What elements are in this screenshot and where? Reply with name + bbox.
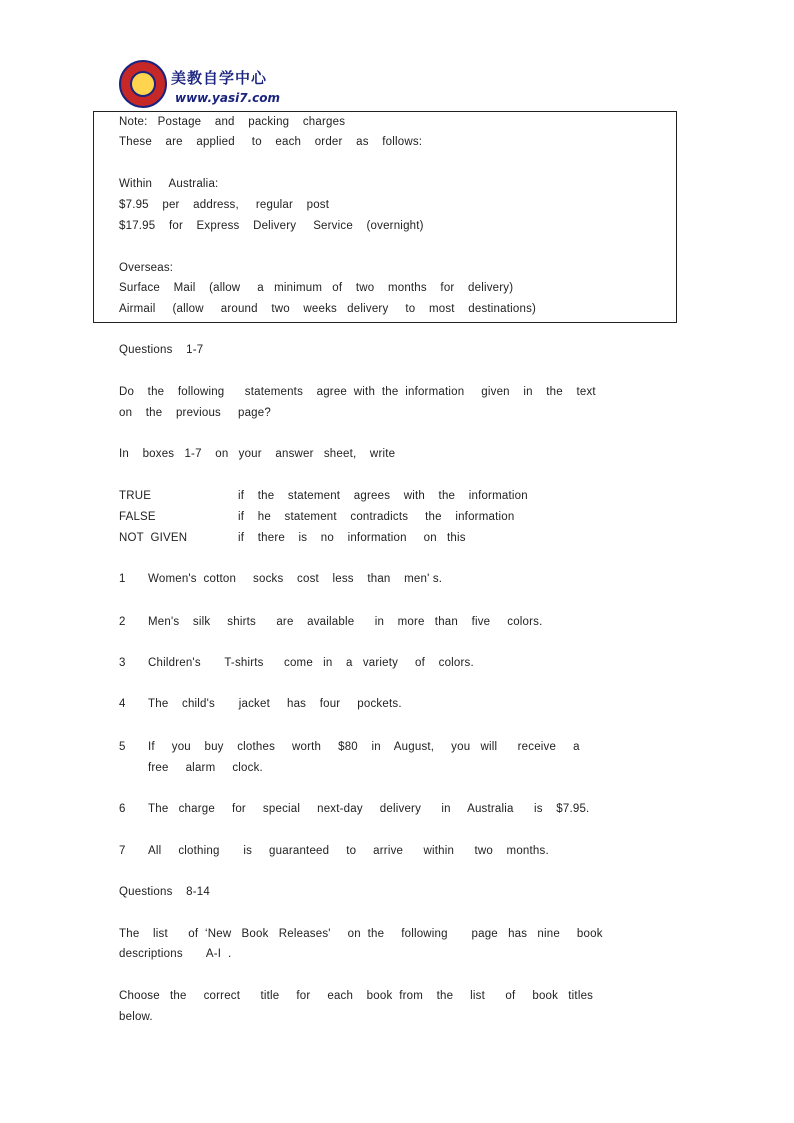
question-text: All clothing is guaranteed to arrive within two months.: [148, 845, 549, 857]
key-desc: if the statement agrees with the information: [238, 490, 528, 502]
notice-line: These are applied to each order as follows:: [119, 136, 423, 148]
instruction-text: Do the following statements agree with the information given in the text: [119, 386, 596, 398]
instruction-text: Choose the correct title for each book from the list of book titles: [119, 990, 594, 1002]
question-number: 7: [119, 845, 126, 857]
section-heading: Questions 1-7: [119, 344, 204, 356]
instruction-text: on the previous page?: [119, 407, 271, 419]
notice-line: Surface Mail (allow a minimum of two months for delivery): [119, 282, 514, 294]
notice-line: Within Australia:: [119, 178, 219, 190]
question-number: 3: [119, 657, 126, 669]
key-label: TRUE: [119, 490, 152, 502]
question-text: Men's silk shirts are available in more than five colors.: [148, 616, 543, 628]
question-text: free alarm clock.: [148, 762, 263, 774]
logo-seal-icon: [119, 60, 167, 108]
key-desc: if there is no information on this: [238, 532, 466, 544]
question-text: If you buy clothes worth $80 in August, you will receive a: [148, 741, 580, 753]
notice-line: Note: Postage and packing charges: [119, 116, 346, 128]
notice-line: $17.95 for Express Delivery Service (overnight): [119, 220, 424, 232]
question-text: Children's T-shirts come in a variety of colors.: [148, 657, 474, 669]
instruction-text: below.: [119, 1011, 153, 1023]
question-text: The charge for special next-day delivery in Australia is $7.95.: [148, 803, 590, 815]
instruction-text: In boxes 1-7 on your answer sheet, write: [119, 448, 396, 460]
logo: [119, 59, 280, 111]
instruction-text: The list of ‘New Book Releases' on the following page has nine book: [119, 928, 603, 940]
question-number: 6: [119, 803, 126, 815]
question-number: 2: [119, 616, 126, 628]
notice-line: $7.95 per address, regular post: [119, 199, 330, 211]
instruction-text: descriptions A-I .: [119, 948, 232, 960]
section-heading: Questions 8-14: [119, 886, 210, 898]
notice-line: Overseas:: [119, 262, 174, 274]
question-number: 1: [119, 573, 126, 585]
key-desc: if he statement contradicts the information: [238, 511, 515, 523]
question-number: 4: [119, 698, 126, 710]
notice-line: Airmail (allow around two weeks delivery to most destinations): [119, 303, 537, 315]
key-label: NOT GIVEN: [119, 532, 188, 544]
question-text: Women's cotton socks cost less than men' s.: [148, 573, 443, 585]
question-text: The child's jacket has four pockets.: [148, 698, 402, 710]
logo-name: 美教自学中心: [171, 69, 268, 87]
logo-url: www.yasi7.com: [175, 91, 280, 105]
key-label: FALSE: [119, 511, 156, 523]
question-number: 5: [119, 741, 126, 753]
